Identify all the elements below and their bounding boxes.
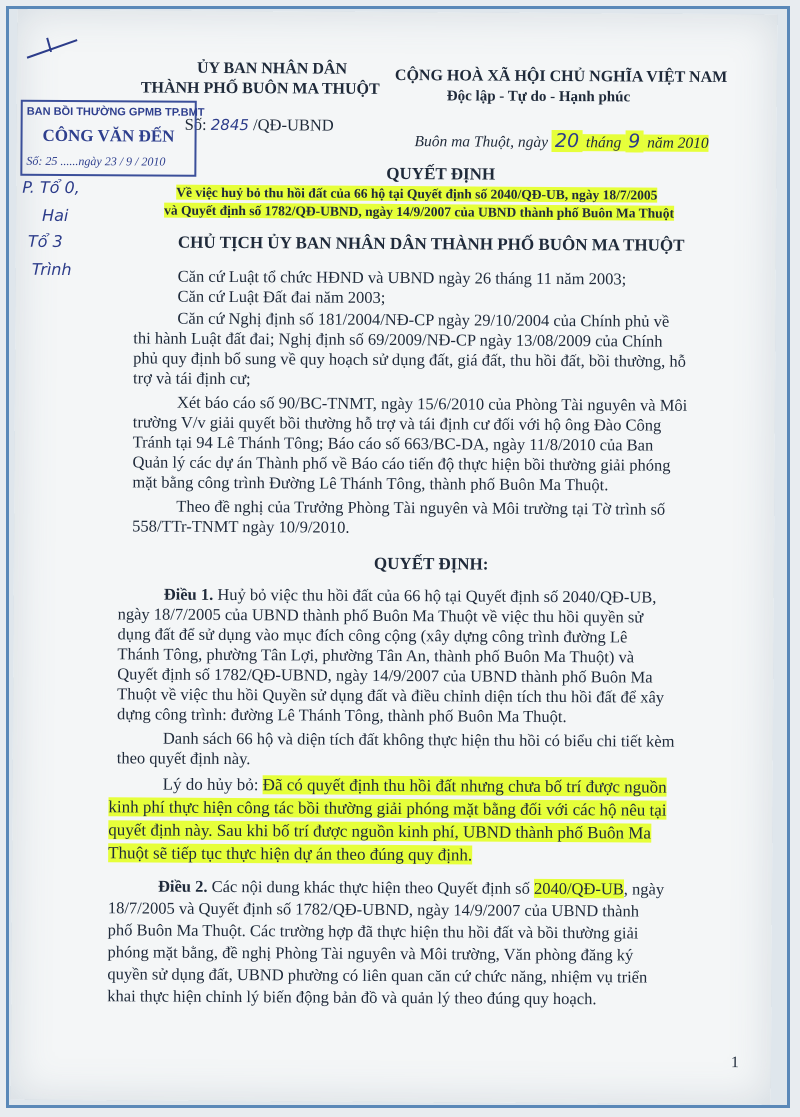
article-1-line: dụng đất để sử dụng vào mục đích công cộng (xây dựng công trình đường Lê [117,624,628,647]
reason-line: kinh phí thực hiện công tác bồi thường giải phóng mặt bằng đối với các hộ nêu tại [108,797,667,820]
handwritten-number: 2845 [210,115,250,135]
subtitle-line-2: và Quyết định số 1782/QĐ-UBND, ngày 14/9/2007 của UBND thành phố Buôn Ma Thuột [164,202,675,221]
margin-note-2: Hai [42,205,69,226]
reason-line: Thuột sẽ tiếp tục thực hiện dự án theo đúng quy định. [108,843,473,865]
received-stamp [20,100,205,177]
article-1-line: Thánh Tông, phường Tân Lợi, phường Tân An, thành phố Buôn Ma Thuột) và [117,644,635,667]
article-1-line: Thuột về việc thu hồi Quyền sử dụng đất và điều chỉnh diện tích thu hồi đất để xây [117,684,665,707]
basis-line: Xét báo cáo số 90/BC-TNMT, ngày 15/6/2010 của Phòng Tài nguyên và Môi [176,392,688,415]
basis-line: 558/TTr-TNMT ngày 10/9/2010. [132,516,350,537]
subtitle-line-1: Về việc huỷ bỏ thu hồi đất của 66 hộ tại Quyết định số 2040/QĐ-UB, ngày 18/7/2005 [176,184,658,203]
org-name: ỦY BAN NHÂN DÂN [196,59,348,78]
article-1-line: dựng công trình: đường Lê Thánh Tông, thành phố Buôn Ma Thuột. [116,704,567,727]
org-city: THÀNH PHỐ BUÔN MA THUỘT [140,79,380,98]
stamp-title: CÔNG VĂN ĐẾN [42,125,175,146]
stamp-detail: Số: 25 ......ngày 23 / 9 / 2010 [26,153,166,169]
article-2-line: phóng mặt bằng, đề nghị Phòng Tài nguyên và Môi trường, Văn phòng đăng ký [107,942,634,965]
scribble-mark [17,30,97,70]
handwritten-month: 9 [625,130,643,152]
authority-heading: CHỦ TỊCH ỦY BAN NHÂN DÂN THÀNH PHỐ BUÔN MA THUỘT [177,232,685,255]
article-2-line: phố Buôn Ma Thuột. Các trường hợp đã thực hiện thu hồi đất và bồi thường giải [107,920,639,943]
basis-line: mặt bằng công trình Đường Lê Thánh Tông, thành phố Buôn Ma Thuột. [132,472,609,495]
margin-note-4: Trình [31,259,72,280]
basis-line: Căn cứ Luật Đất đai năm 2003; [177,286,386,307]
article-2-line: quyền sử dụng đất, UBND phường có liên quan căn cứ chức năng, nhiệm vụ triển [107,964,648,987]
document-title: QUYẾT ĐỊNH [386,163,496,184]
margin-note-3: Tổ 3 [27,231,63,251]
article-1-line: theo quyết định này. [116,748,251,769]
basis-line: Quản lý các dự án Thành phố về Báo cáo tiến độ thực hiện bồi thường giải phóng [132,452,671,475]
basis-line: phủ quy định bổ sung về quy hoạch sử dụng đất, giá đất, thu hồi đất, bồi thường, hỗ [133,348,686,371]
nation-motto: Độc lập - Tự do - Hạnh phúc [446,88,631,106]
decide-heading: QUYẾT ĐỊNH: [373,553,489,574]
decision-number: Số: 2845 /QĐ-UBND [184,114,334,135]
margin-note-1: P. Tổ 0, [22,177,80,198]
article-1-line: ngày 18/7/2005 của UBND thành phố Buôn Ma Thuột về việc thu hồi quyền sử [117,604,644,627]
article-1-line: Điều 1. Huỷ bỏ việc thu hồi đất của 66 hộ tại Quyết định số 2040/QĐ-UB, [163,584,657,607]
basis-line: Tránh tại 94 Lê Thánh Tông; Báo cáo số 663/BC-DA, ngày 11/8/2010 của Ban [132,432,654,455]
article-2-line: 18/7/2005 và Quyết định số 1782/QĐ-UBND, ngày 14/9/2007 của UBND thành [107,898,640,921]
nation-title: CỘNG HOÀ XÃ HỘI CHỦ NGHĨA VIỆT NAM [394,66,728,87]
article-1-line: Danh sách 66 hộ và diện tích đất không thực hiện thu hồi có biểu chi tiết kèm [162,728,675,751]
basis-line: Căn cứ Luật tổ chức HĐND và UBND ngày 26 tháng 11 năm 2003; [177,266,627,289]
reason-line: Lý do hủy bỏ: Đã có quyết định thu hồi đất nhưng chưa bố trí được nguồn [162,774,667,797]
basis-line: Căn cứ Nghị định số 181/2004/NĐ-CP ngày 29/10/2004 của Chính phủ về [177,308,670,331]
basis-line: thi hành Luật đất đai; Nghị định số 69/2009/NĐ-CP ngày 13/08/2009 của Chính [133,328,663,351]
reason-line: quyết định này. Sau khi bố trí được nguồn kinh phí, UBND thành phố Buôn Ma [108,820,652,843]
issue-date: Buôn ma Thuột, ngày 20 tháng 9 năm 2010 [414,129,709,153]
document-page [11,10,778,1105]
page-number: 1 [730,1054,739,1072]
article-2-line: Điều 2. Các nội dung khác thực hiện theo Quyết định số 2040/QĐ-UB, ngày [157,876,665,899]
stamp-org: BAN BỒI THƯỜNG GPMB TP.BMT [26,105,205,119]
article-2-line: khai thực hiện chỉnh lý biến động bản đồ và quản lý theo đúng quy hoạch. [107,986,597,1009]
basis-line: trường V/v giải quyết bồi thường hỗ trợ và tái định cư đối với hộ ông Đào Công [132,412,662,435]
article-1-line: Quyết định số 1782/QĐ-UBND, ngày 14/9/2007 của UBND thành phố Buôn Ma [117,664,653,687]
handwritten-day: 20 [552,130,582,152]
basis-line: trợ và tái định cư; [133,368,251,389]
basis-line: Theo đề nghị của Trưởng Phòng Tài nguyên và Môi trường tại Tờ trình số [176,496,666,519]
